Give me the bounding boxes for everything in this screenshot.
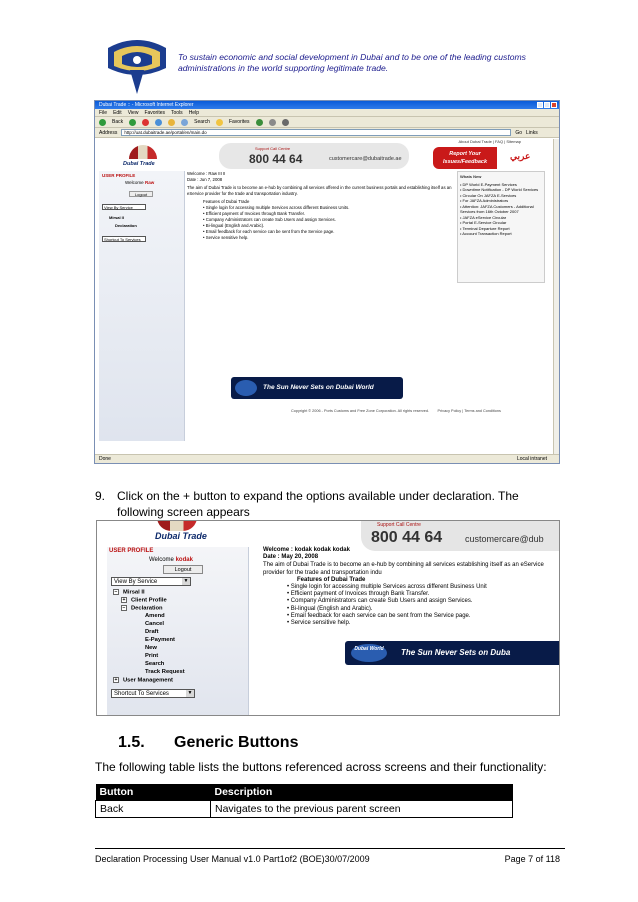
tree-item-amend[interactable]: Amend xyxy=(145,613,165,619)
search-icon[interactable] xyxy=(181,119,188,126)
arabic-language-link[interactable]: عربي xyxy=(510,151,531,161)
menu-help[interactable]: Help xyxy=(188,110,199,116)
welcome-label: Welcome xyxy=(125,180,144,185)
address-input[interactable]: http://uat.dubaitrade.ae/portal/en/main.do xyxy=(121,129,511,136)
window-title-bar xyxy=(95,101,559,109)
expand-icon[interactable]: + xyxy=(114,677,118,683)
refresh-icon[interactable] xyxy=(155,119,162,126)
document-title-footer: Declaration Processing User Manual v1.0 Part1of2 (BOE)30/07/2009 xyxy=(95,854,370,864)
date-line: Date : Jun 7, 2008 xyxy=(187,177,223,182)
welcome-content xyxy=(263,547,560,627)
back-icon[interactable] xyxy=(99,119,106,126)
links-button[interactable]: Links xyxy=(526,129,538,136)
button-description-cell: Navigates to the previous parent screen xyxy=(211,801,513,818)
section-intro: The following table lists the buttons referenced across screens and their functionality: xyxy=(95,760,547,774)
step-text: Click on the + button to expand the options available under declaration. The following screen appears xyxy=(117,489,519,519)
column-header-button: Button xyxy=(96,784,211,801)
user-profile-panel xyxy=(107,547,249,715)
tree-item-declaration[interactable]: − Declaration xyxy=(122,605,163,612)
dubai-trade-emblem-icon xyxy=(129,145,157,159)
news-item[interactable]: • Attention: JAFZA Customers - Additional Services from 16th October 2007 xyxy=(460,203,534,214)
favorites-icon[interactable] xyxy=(216,119,223,126)
browser-toolbar xyxy=(95,117,559,128)
shortcut-select[interactable] xyxy=(111,689,195,698)
feature-item: • Email feedback for each service can be sent from the Service page. xyxy=(203,229,335,234)
banner-text: The Sun Never Sets on Dubai World xyxy=(263,384,374,391)
brand-name: Dubai Trade xyxy=(123,161,155,167)
collapse-icon[interactable]: − xyxy=(114,589,118,595)
intro-paragraph: The aim of Dubai Trade is to become an e-hub by combining all services offered in the current business portals and establishing itself as an eService provider for the trade and transportation industry. xyxy=(187,185,452,196)
news-item[interactable]: • DP World E-Payment Services xyxy=(460,181,517,187)
menu-file[interactable]: File xyxy=(99,110,108,116)
menu-edit[interactable]: Edit xyxy=(113,110,122,116)
feature-item: • Company Administrators can create Sub Users and assign Services. xyxy=(287,598,473,605)
section-number: 1.5. xyxy=(118,734,145,751)
tree-item-draft[interactable]: Draft xyxy=(145,629,159,635)
user-profile-title: USER PROFILE xyxy=(102,173,136,178)
window-controls xyxy=(537,102,557,108)
support-label: Support Call Centre xyxy=(377,522,421,528)
brand-name: Dubai Trade xyxy=(155,531,207,541)
tree-item-mirsal[interactable]: − Mirsal II xyxy=(114,589,145,596)
tree-item-print[interactable]: Print xyxy=(145,653,159,659)
tree-item-e-payment[interactable]: E-Payment xyxy=(145,637,175,643)
news-item[interactable]: • Downtime Notification - DP World Services xyxy=(460,187,539,192)
browser-screenshot-home xyxy=(94,100,560,464)
menu-view[interactable]: View xyxy=(127,110,139,116)
table-header-row xyxy=(96,784,513,801)
view-by-select[interactable] xyxy=(111,577,191,586)
shortcut-select[interactable]: Shortcut To Services xyxy=(102,236,146,242)
news-item[interactable]: • Circular On JAFZA E-Services xyxy=(460,192,517,198)
step-number: 9. xyxy=(95,489,106,503)
tree-item-user-management[interactable]: + User Management xyxy=(114,677,173,684)
welcome-heading: Welcome : kodak kodak kodak xyxy=(263,547,350,553)
sun-never-sets-banner xyxy=(345,641,560,665)
banner-text: The Sun Never Sets on Duba xyxy=(401,648,511,657)
close-icon[interactable] xyxy=(551,102,557,108)
copyright-text: Copyright © 2006 - Ports Customs and Free Zone Corporation. All rights reserved. xyxy=(291,409,430,413)
address-label: Address xyxy=(99,129,118,136)
support-number: 800 44 64 xyxy=(249,152,303,166)
support-email[interactable]: customercare@dubaitrade.ae xyxy=(329,156,402,162)
welcome-content xyxy=(187,171,455,321)
address-bar xyxy=(95,128,559,138)
collapse-icon[interactable]: − xyxy=(122,605,126,611)
feature-item: • Service sensitive help. xyxy=(287,620,351,627)
news-item[interactable]: • Account Transaction Report xyxy=(460,231,512,236)
features-heading: Features of Dubai Trade xyxy=(297,576,366,583)
chevron-down-icon[interactable]: ▼ xyxy=(187,690,193,696)
column-header-description: Description xyxy=(211,784,513,801)
menu-bar xyxy=(95,109,559,117)
welcome-user: Raw xyxy=(144,180,155,185)
date-line: Date : May 20, 2008 xyxy=(263,554,319,561)
back-button[interactable]: Back xyxy=(112,118,124,125)
go-button[interactable]: Go xyxy=(515,129,523,136)
status-text: Done xyxy=(99,456,111,462)
window-title: Dubai Trade :: - Microsoft Internet Explorer xyxy=(99,102,194,108)
maximize-icon[interactable] xyxy=(544,102,550,108)
step-9 xyxy=(95,488,535,520)
news-item[interactable]: • JAFZA eService Circular xyxy=(460,214,507,220)
stop-icon[interactable] xyxy=(142,119,149,126)
dubai-world-logo-icon xyxy=(235,380,257,396)
table-row xyxy=(96,801,513,818)
features-heading: Features of Dubai Trade xyxy=(203,199,250,204)
whats-new-panel xyxy=(457,171,545,283)
generic-buttons-table xyxy=(95,784,513,818)
footer-divider xyxy=(95,848,565,849)
top-links[interactable]: About Dubai Trade | FAQ | Sitemap xyxy=(458,139,521,144)
welcome-user: kodak xyxy=(175,557,193,563)
feature-item: • Bi-lingual (English and Arabic). xyxy=(203,223,265,228)
button-name-cell: Back xyxy=(96,801,211,818)
feature-item: • Single login for accessing multiple Services across different Business Unit xyxy=(287,584,487,591)
mission-statement: To sustain economic and social development in Dubai and to be one of the leading customs administrations in the world supporting legitimate trade. xyxy=(178,52,526,73)
logout-button[interactable]: Logout xyxy=(163,565,203,574)
footer-links[interactable]: Privacy Policy | Terms and Conditions xyxy=(437,409,501,413)
support-banner xyxy=(219,143,409,169)
welcome-label: Welcome xyxy=(149,557,174,563)
shortcut-value: Shortcut To Services xyxy=(114,691,169,697)
feature-item: • Bi-lingual (English and Arabic). xyxy=(287,605,373,612)
chevron-down-icon[interactable]: ▼ xyxy=(183,578,189,584)
welcome-text xyxy=(149,557,193,563)
feature-item: • Efficient payment of Invoices through Bank Transfer. xyxy=(203,211,305,216)
intro-paragraph: The aim of Dubai Trade is to become an e-hub by combining all services establishing itself as an eService provider for the trade and transportation indu xyxy=(263,562,544,576)
dubai-trade-emblem-icon xyxy=(157,520,197,531)
mail-icon[interactable] xyxy=(269,119,276,126)
home-icon[interactable] xyxy=(168,119,175,126)
section-title: Generic Buttons xyxy=(174,734,299,751)
support-number: 800 44 64 xyxy=(371,529,443,546)
dubai-world-logo: Dubai World xyxy=(351,644,387,662)
welcome-text xyxy=(99,180,184,185)
page-number: Page 7 of 118 xyxy=(504,854,560,864)
news-item[interactable]: • Portal E-Service Circular xyxy=(460,220,507,225)
history-icon[interactable] xyxy=(256,119,263,126)
expand-icon[interactable]: + xyxy=(122,597,126,603)
dubai-customs-logo xyxy=(100,38,174,96)
tree-item-client-profile[interactable]: + Client Profile xyxy=(122,597,167,604)
user-profile-title: USER PROFILE xyxy=(109,548,154,554)
tree-item-mirsal[interactable]: Mirsal II xyxy=(109,215,124,220)
menu-favorites[interactable]: Favorites xyxy=(144,110,165,116)
page-content xyxy=(95,139,560,455)
feature-item: • Efficient payment of Invoices through Bank Transfer. xyxy=(287,591,430,598)
logout-button[interactable]: Logout xyxy=(129,191,153,197)
tree-item-new[interactable]: New xyxy=(145,645,157,651)
feature-item: • Company Administrators can create Sub Users and assign Services. xyxy=(203,217,336,222)
expanded-declaration-screenshot xyxy=(96,520,560,716)
support-email[interactable]: customercare@dub xyxy=(465,534,544,544)
view-by-value: View By Service xyxy=(114,579,158,585)
news-item[interactable]: • Terminal Departure Report xyxy=(460,225,510,231)
view-by-select[interactable]: View By Service xyxy=(102,204,146,210)
feature-item: • Single login for accessing multiple Services across different Business Units. xyxy=(203,205,350,210)
favorites-button[interactable]: Favorites xyxy=(228,118,250,125)
tree-item-cancel[interactable]: Cancel xyxy=(145,621,165,627)
print-icon[interactable] xyxy=(282,119,289,126)
copyright-line xyxy=(291,409,501,413)
security-zone: Local intranet xyxy=(516,456,547,462)
sun-never-sets-banner xyxy=(231,377,403,399)
dubai-trade-logo xyxy=(137,520,217,545)
welcome-heading: Welcome : Raw III II xyxy=(187,171,226,176)
user-profile-panel xyxy=(99,171,185,441)
whats-new-heading: Whats New xyxy=(460,174,482,179)
status-bar xyxy=(95,454,560,463)
search-button[interactable]: Search xyxy=(194,118,210,125)
report-issues-button[interactable]: Report Your Issues/Feedback xyxy=(433,147,497,169)
news-item[interactable]: • For JAFZA Administrators xyxy=(460,198,509,203)
feature-item: • Email feedback for each service can be sent from the Service page. xyxy=(287,612,471,619)
support-label: Support Call Centre xyxy=(255,146,291,151)
minimize-icon[interactable] xyxy=(537,102,543,108)
vertical-scrollbar[interactable] xyxy=(553,139,560,455)
tree-item-search[interactable]: Search xyxy=(145,661,165,667)
tree-item-declaration[interactable]: Declaration xyxy=(115,223,137,228)
menu-tools[interactable]: Tools xyxy=(171,110,183,116)
feature-item: • Service sensitive help. xyxy=(203,235,249,240)
forward-icon[interactable] xyxy=(129,119,136,126)
tree-item-track-request[interactable]: Track Request xyxy=(145,669,185,675)
